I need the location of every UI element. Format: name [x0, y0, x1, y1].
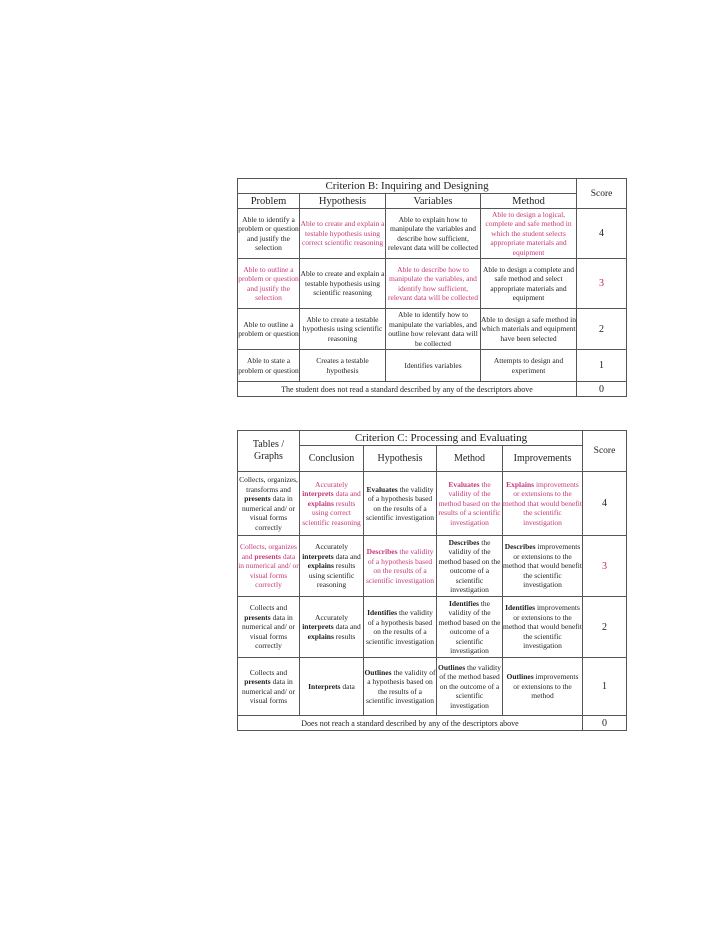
- tables-graphs-cell: Collects, organizes and presents data in numerical and/ or visual forms correctly: [238, 536, 300, 597]
- column-header-variables: Variables: [386, 194, 481, 209]
- score-cell: 4: [577, 209, 627, 259]
- score-cell: 1: [577, 350, 627, 382]
- problem-cell: Able to identify a problem or question and justify the selection: [238, 209, 300, 259]
- table-row: [238, 716, 627, 731]
- table-row: [238, 472, 627, 536]
- variables-cell: Able to identify how to manipulate the variables, and outline how relevant data will be collected: [386, 309, 481, 350]
- table-row: [238, 350, 627, 382]
- method-cell: Able to design a complete and safe method and select appropriate materials and equipment: [481, 259, 577, 309]
- hypothesis-cell: Able to create and explain a testable hypothesis using scientific reasoning: [300, 259, 386, 309]
- hypothesis-cell: Outlines the validity of a hypothesis based on the results of a scientific investigation: [364, 658, 437, 716]
- method-cell: Evaluates the validity of the method based on the results of a scientific investigation: [437, 472, 503, 536]
- method-cell: Describes the validity of the method based on the outcome of a scientific investigation: [437, 536, 503, 597]
- conclusion-cell: Accurately interprets data and explains results: [300, 597, 364, 658]
- tables-graphs-cell: Collects and presents data in numerical and/ or visual forms: [238, 658, 300, 716]
- hypothesis-cell: Evaluates the validity of a hypothesis based on the results of a scientific investigation: [364, 472, 437, 536]
- criterion-c-footer: Does not reach a standard described by any of the descriptors above: [238, 716, 583, 731]
- table-row: [238, 209, 627, 259]
- criterion-c-score-header: Score: [583, 431, 627, 472]
- method-cell: Attempts to design and experiment: [481, 350, 577, 382]
- score-cell: 2: [583, 597, 627, 658]
- table-row: [238, 309, 627, 350]
- tables-graphs-cell: Collects and presents data in numerical and/ or visual forms correctly: [238, 597, 300, 658]
- score-cell: 0: [577, 382, 627, 397]
- criterion-b-score-header: Score: [577, 179, 627, 209]
- improvements-cell: Describes improvements or extensions to the method that would benefit the scientific investigation: [503, 536, 583, 597]
- variables-cell: Able to explain how to manipulate the variables and describe how sufficient, relevant data will be collected: [386, 209, 481, 259]
- column-header-improvements: Improvements: [503, 446, 583, 472]
- table-row: [238, 658, 627, 716]
- improvements-cell: Identifies improvements or extensions to the method that would benefit the scientific investigation: [503, 597, 583, 658]
- method-cell: Able to design a logical, complete and safe method in which the student selects appropriate materials and equipment: [481, 209, 577, 259]
- column-header-problem: Problem: [238, 194, 300, 209]
- hypothesis-cell: Describes the validity of a hypothesis based on the results of a scientific investigation: [364, 536, 437, 597]
- hypothesis-cell: Creates a testable hypothesis: [300, 350, 386, 382]
- score-cell: 3: [583, 536, 627, 597]
- score-cell: 2: [577, 309, 627, 350]
- table-row: [238, 259, 627, 309]
- improvements-cell: Outlines improvements or extensions to the method: [503, 658, 583, 716]
- column-header-method: Method: [481, 194, 577, 209]
- column-header-conclusion: Conclusion: [300, 446, 364, 472]
- criterion-c-title: Criterion C: Processing and Evaluating: [300, 431, 583, 446]
- criterion-b-footer: The student does not read a standard described by any of the descriptors above: [238, 382, 577, 397]
- score-cell: 0: [583, 716, 627, 731]
- method-cell: Able to design a safe method in which materials and equipment have been selected: [481, 309, 577, 350]
- conclusion-cell: Accurately interprets data and explains results using scientific reasoning: [300, 536, 364, 597]
- table-row: [238, 597, 627, 658]
- method-cell: Outlines the validity of the method based on the outcome of a scientific investigation: [437, 658, 503, 716]
- conclusion-cell: Accurately interprets data and explains results using correct scientific reasoning: [300, 472, 364, 536]
- column-header-tables-graphs: Tables / Graphs: [238, 431, 300, 472]
- variables-cell: Identifies variables: [386, 350, 481, 382]
- improvements-cell: Explains improvements or extensions to the method that would benefit the scientific investigation: [503, 472, 583, 536]
- conclusion-cell: Interprets data: [300, 658, 364, 716]
- hypothesis-cell: Able to create and explain a testable hypothesis using correct scientific reasoning: [300, 209, 386, 259]
- column-header-hypothesis: Hypothesis: [364, 446, 437, 472]
- criterion-c-table: [237, 430, 627, 731]
- hypothesis-cell: Able to create a testable hypothesis using scientific reasoning: [300, 309, 386, 350]
- score-cell: 3: [577, 259, 627, 309]
- criterion-b-table: [237, 178, 627, 397]
- table-row: [238, 382, 627, 397]
- problem-cell: Able to state a problem or question: [238, 350, 300, 382]
- problem-cell: Able to outline a problem or question and justify the selection: [238, 259, 300, 309]
- tables-graphs-cell: Collects, organizes, transforms and presents data in numerical and/ or visual forms correctly: [238, 472, 300, 536]
- column-header-hypothesis: Hypothesis: [300, 194, 386, 209]
- problem-cell: Able to outline a problem or question: [238, 309, 300, 350]
- hypothesis-cell: Identifies the validity of a hypothesis based on the results of a scientific investigation: [364, 597, 437, 658]
- score-cell: 1: [583, 658, 627, 716]
- method-cell: Identifies the validity of the method based on the outcome of a scientific investigation: [437, 597, 503, 658]
- criterion-b-title: Criterion B: Inquiring and Designing: [238, 179, 577, 194]
- column-header-method: Method: [437, 446, 503, 472]
- variables-cell: Able to describe how to manipulate the variables, and identify how sufficient, relevant data will be collected: [386, 259, 481, 309]
- score-cell: 4: [583, 472, 627, 536]
- table-row: [238, 536, 627, 597]
